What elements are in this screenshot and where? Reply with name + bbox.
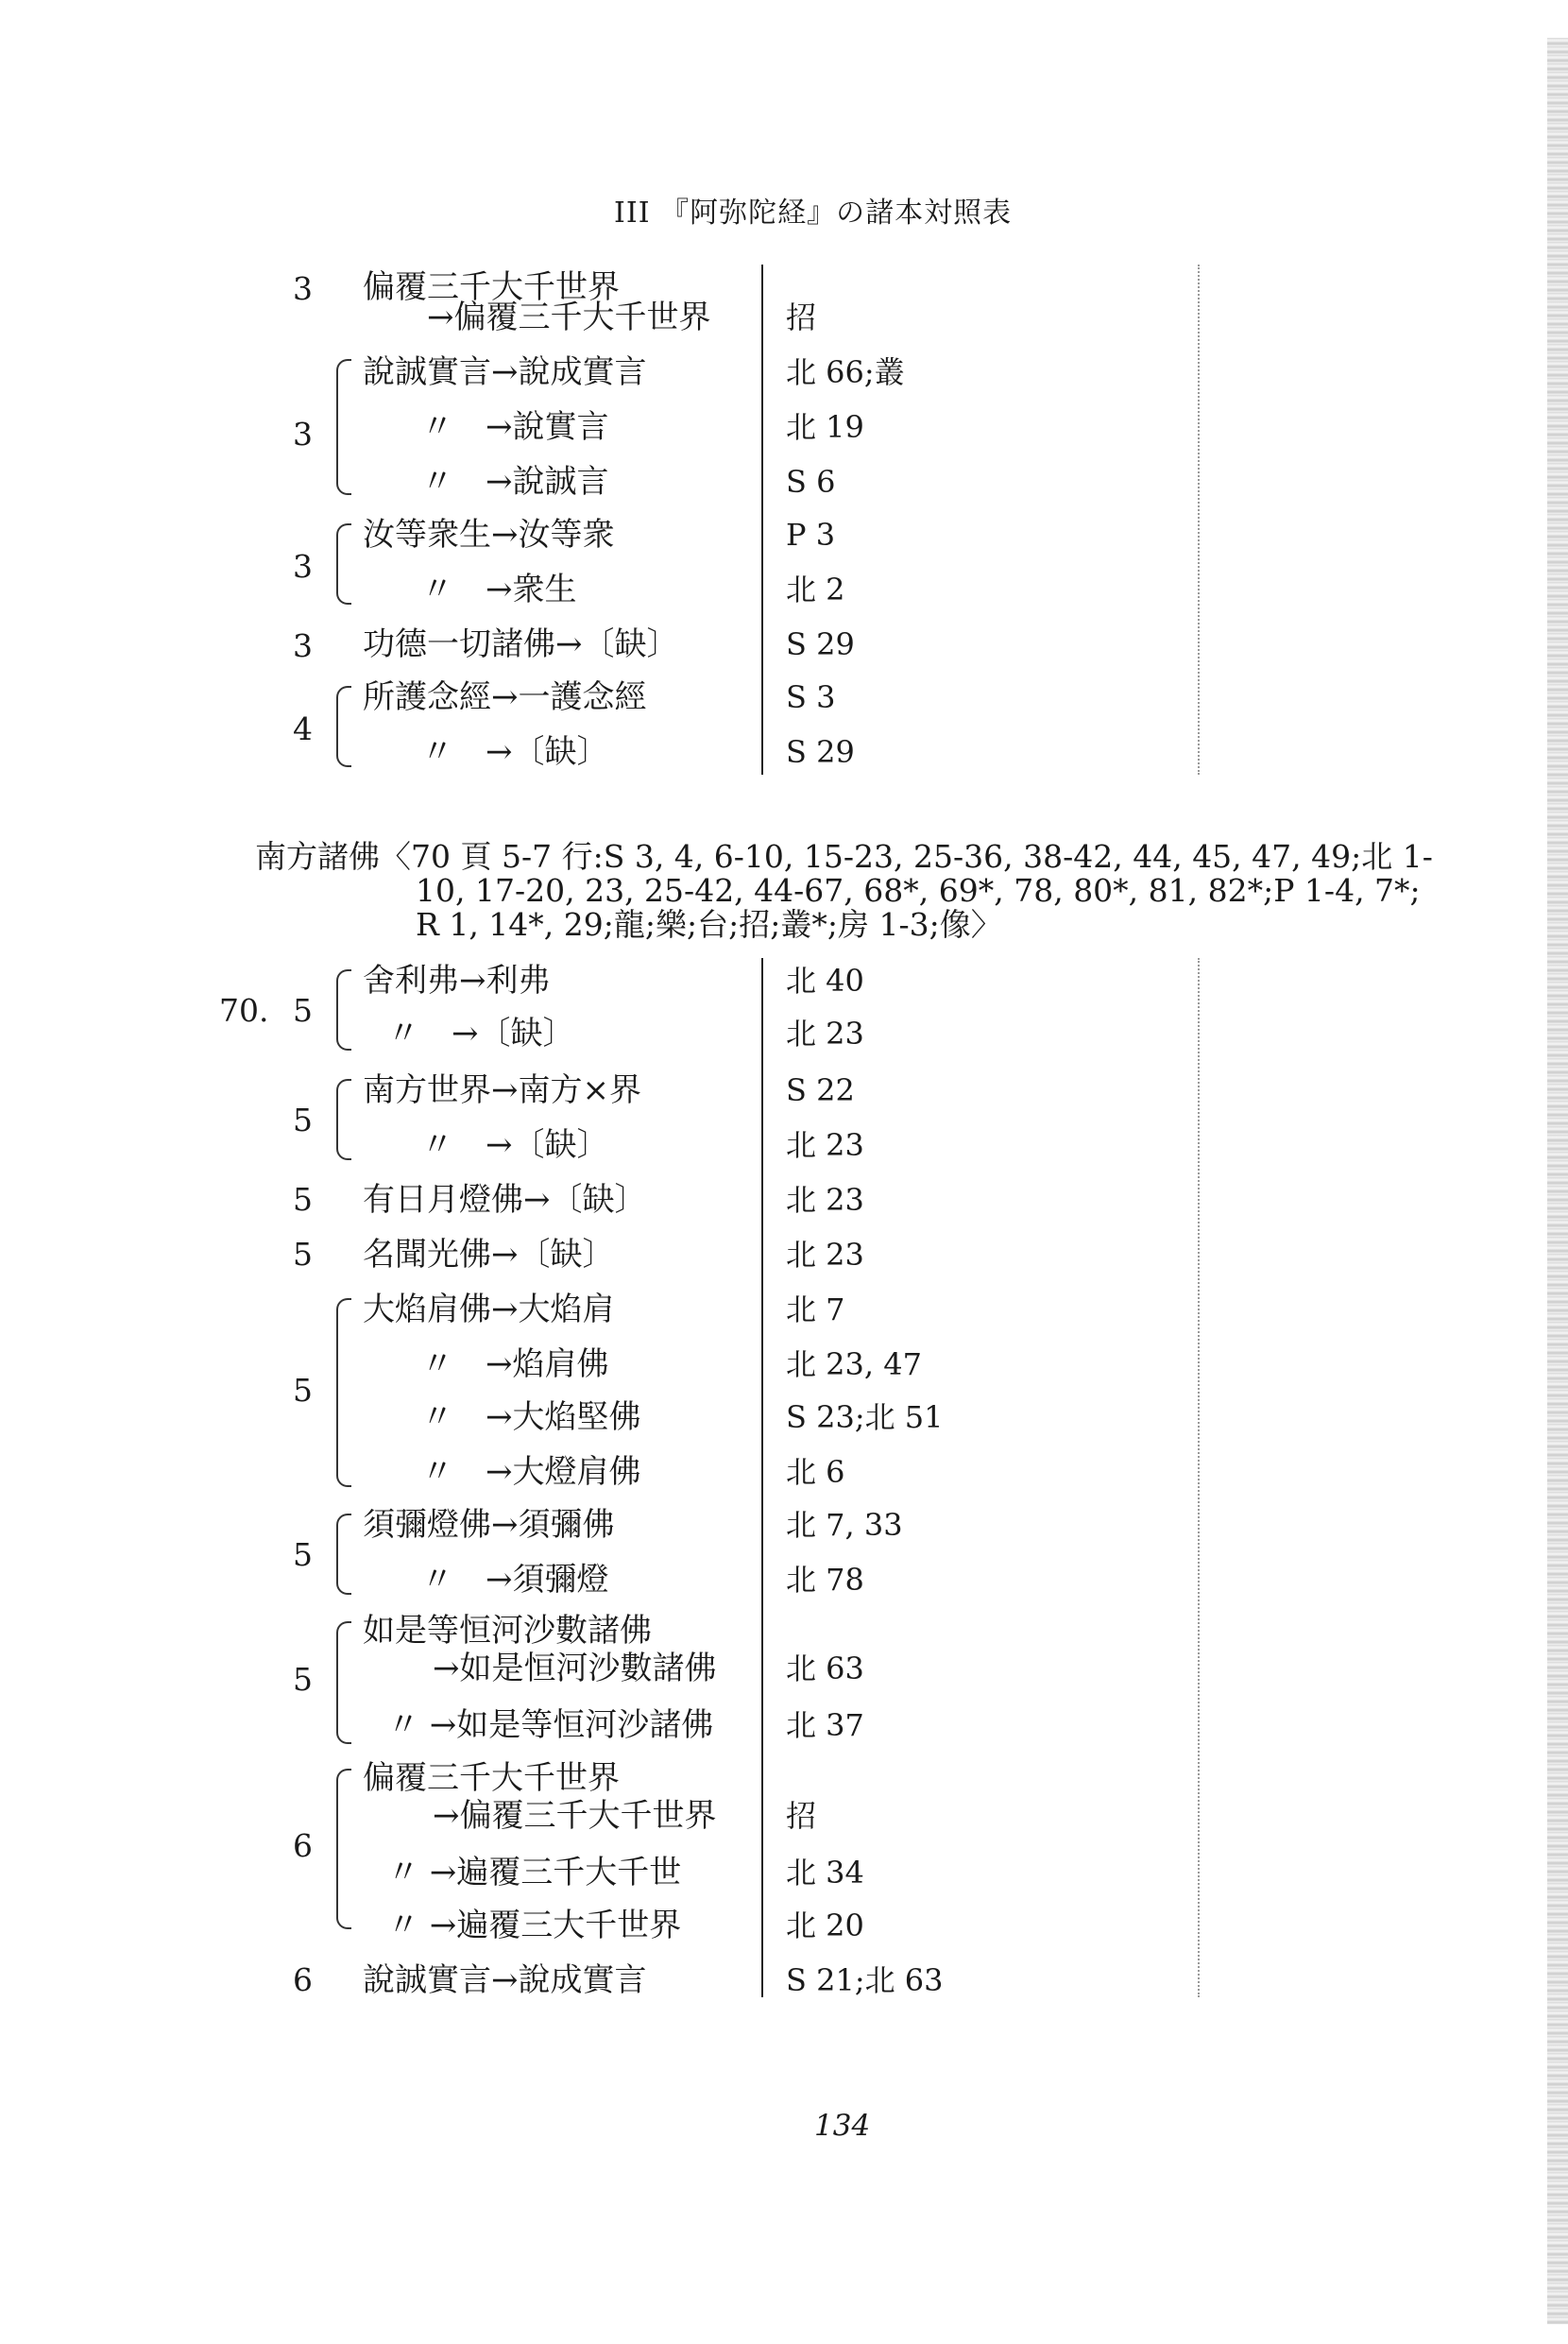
section-heading: R 1, 14*, 29;龍;樂;台;招;叢*;房 1-3;像〉	[416, 906, 1002, 943]
brace	[336, 1621, 351, 1744]
variant-text: 〃 →〔缺〕	[421, 1126, 609, 1164]
section-heading: 10, 17-20, 23, 25-42, 44-67, 68*, 69*, 78, 80*, 81, 82*;P 1-4, 7*;	[416, 872, 1421, 909]
line-number: 5	[293, 1236, 313, 1273]
variant-text: →如是恒河沙數諸佛	[433, 1650, 717, 1687]
source-ref: 北 2	[786, 572, 845, 607]
line-number: 3	[293, 270, 313, 307]
variant-text: 〃 →說實言	[421, 408, 609, 446]
running-header: III 『阿弥陀経』の諸本対照表	[614, 197, 1013, 230]
line-number: 5	[293, 1536, 313, 1573]
source-ref: 北 23, 47	[786, 1346, 922, 1382]
brace	[336, 523, 351, 605]
source-ref: S 21;北 63	[786, 1962, 944, 1998]
page-ref: 70.	[219, 992, 269, 1029]
line-number: 5	[293, 1372, 313, 1409]
source-ref: S 22	[786, 1072, 855, 1108]
column-divider	[761, 265, 763, 775]
line-number: 6	[293, 1961, 313, 1998]
source-ref: 北 23	[786, 1127, 864, 1163]
variant-text: 名聞光佛→〔缺〕	[363, 1236, 615, 1274]
source-ref: S 3	[786, 679, 836, 715]
line-number: 5	[293, 1661, 313, 1698]
dotted-margin-line	[1198, 958, 1200, 1997]
source-ref: 北 20	[786, 1908, 864, 1943]
variant-text: 所護念經→一護念經	[363, 678, 647, 716]
source-ref: 北 37	[786, 1707, 864, 1743]
variant-text: 大焰肩佛→大焰肩	[363, 1291, 615, 1328]
variant-text: 〃 →須彌燈	[421, 1561, 609, 1599]
dotted-margin-line	[1198, 265, 1200, 775]
source-ref: 招	[786, 299, 817, 335]
source-ref: 北 34	[786, 1855, 864, 1891]
brace	[336, 1079, 351, 1160]
page-number: 134	[814, 2109, 871, 2143]
line-number: 3	[293, 416, 313, 453]
variant-text: 〃 →遍覆三千大千世	[387, 1854, 682, 1891]
variant-text: 〃 →焰肩佛	[421, 1345, 609, 1383]
source-ref: 北 40	[786, 963, 864, 999]
line-number: 6	[293, 1827, 313, 1864]
column-divider	[761, 958, 763, 1997]
brace	[336, 1298, 351, 1487]
brace	[336, 969, 351, 1051]
line-number: 5	[293, 992, 313, 1029]
variant-text: 〃 →如是等恒河沙諸佛	[387, 1706, 714, 1744]
section-heading: 南方諸佛〈70 頁 5-7 行:S 3, 4, 6-10, 15-23, 25-36, 38-42, 44, 45, 47, 49;北 1-	[255, 838, 1433, 875]
source-ref: 北 23	[786, 1016, 864, 1052]
source-ref: 北 6	[786, 1454, 845, 1490]
source-ref: P 3	[786, 517, 836, 553]
variant-text: →偏覆三千大千世界	[433, 1797, 717, 1835]
variant-text: 〃 →衆生	[421, 571, 577, 608]
line-number: 3	[293, 627, 313, 664]
brace	[336, 1514, 351, 1595]
variant-text: 〃 →大焰堅佛	[421, 1398, 641, 1436]
source-ref: 招	[786, 1798, 817, 1834]
variant-text: 有日月燈佛→〔缺〕	[363, 1181, 647, 1219]
source-ref: S 23;北 51	[786, 1399, 944, 1435]
variant-text: 〃 →遍覆三大千世界	[387, 1907, 682, 1944]
source-ref: 北 66;叢	[786, 354, 905, 390]
variant-text: 說誠實言→說成實言	[363, 1961, 647, 1999]
source-ref: 北 19	[786, 409, 864, 445]
line-number: 3	[293, 548, 313, 585]
variant-text: 〃 →說誠言	[421, 463, 609, 501]
variant-text: 汝等衆生→汝等衆	[363, 516, 615, 554]
brace	[336, 1769, 351, 1929]
variant-text: →偏覆三千大千世界	[427, 299, 711, 336]
source-ref: 北 63	[786, 1651, 864, 1686]
variant-text: 〃 →大燈肩佛	[421, 1453, 641, 1491]
variant-text: 舍利弗→利弗	[363, 962, 551, 1000]
variant-text: 說誠實言→說成實言	[363, 353, 647, 391]
scan-edge-shadow	[1547, 38, 1568, 2324]
variant-text: 如是等恒河沙數諸佛	[363, 1612, 652, 1650]
source-ref: 北 7, 33	[786, 1507, 903, 1543]
variant-text: 功德一切諸佛→〔缺〕	[363, 625, 679, 663]
brace	[336, 686, 351, 767]
source-ref: 北 23	[786, 1182, 864, 1218]
line-number: 5	[293, 1181, 313, 1218]
source-ref: S 29	[786, 734, 855, 770]
source-ref: 北 23	[786, 1237, 864, 1273]
variant-text: 南方世界→南方×界	[363, 1071, 641, 1109]
variant-text: 〃 →〔缺〕	[421, 733, 609, 771]
source-ref: S 29	[786, 626, 855, 662]
source-ref: S 6	[786, 464, 836, 500]
line-number: 4	[293, 710, 313, 747]
variant-text: 〃 →〔缺〕	[387, 1015, 575, 1052]
source-ref: 北 7	[786, 1292, 845, 1327]
brace	[336, 359, 351, 495]
variant-text: 須彌燈佛→須彌佛	[363, 1506, 615, 1544]
line-number: 5	[293, 1102, 313, 1138]
variant-text: 偏覆三千大千世界	[363, 1759, 620, 1797]
variant-text: 偏覆三千大千世界	[363, 268, 620, 306]
source-ref: 北 78	[786, 1562, 864, 1598]
